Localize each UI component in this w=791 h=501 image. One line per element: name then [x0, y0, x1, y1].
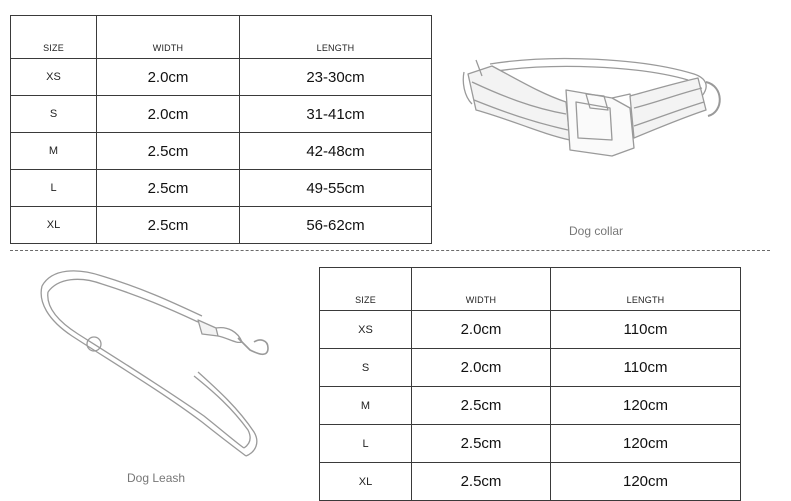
collar-caption: Dog collar [569, 224, 624, 238]
width-header: WIDTH [97, 16, 240, 59]
size-cell: M [320, 387, 412, 425]
table-row [320, 387, 741, 425]
section-divider [10, 250, 770, 251]
length-cell: 120cm [551, 463, 741, 501]
length-header: LENGTH [240, 16, 432, 59]
size-cell: M [11, 133, 97, 170]
length-header: LENGTH [551, 268, 741, 311]
table-row [320, 311, 741, 349]
table-row [11, 96, 432, 133]
length-cell: 23-30cm [240, 59, 432, 96]
table-row [11, 133, 432, 170]
width-cell: 2.5cm [412, 425, 551, 463]
width-cell: 2.0cm [97, 96, 240, 133]
width-cell: 2.0cm [412, 311, 551, 349]
length-cell: 42-48cm [240, 133, 432, 170]
size-cell: L [11, 170, 97, 207]
size-cell: XL [320, 463, 412, 501]
width-header: WIDTH [412, 268, 551, 311]
width-cell: 2.5cm [97, 170, 240, 207]
size-cell: S [11, 96, 97, 133]
width-cell: 2.0cm [412, 349, 551, 387]
size-cell: XS [11, 59, 97, 96]
size-cell: XL [11, 207, 97, 244]
table-row [11, 170, 432, 207]
dog-leash-icon [32, 262, 280, 462]
width-cell: 2.5cm [412, 463, 551, 501]
size-cell: XS [320, 311, 412, 349]
width-cell: 2.0cm [97, 59, 240, 96]
table-row [11, 59, 432, 96]
width-cell: 2.5cm [97, 133, 240, 170]
length-cell: 120cm [551, 387, 741, 425]
table-header-row [320, 268, 741, 311]
dog-collar-icon [462, 52, 724, 172]
table-row [320, 349, 741, 387]
table-row [320, 463, 741, 501]
size-cell: S [320, 349, 412, 387]
length-cell: 56-62cm [240, 207, 432, 244]
size-header: SIZE [320, 268, 412, 311]
width-cell: 2.5cm [412, 387, 551, 425]
length-cell: 120cm [551, 425, 741, 463]
length-cell: 49-55cm [240, 170, 432, 207]
leash-caption: Dog Leash [127, 471, 186, 485]
table-header-row [11, 16, 432, 59]
leash-size-table [319, 267, 741, 501]
table-row [320, 425, 741, 463]
collar-size-table [10, 15, 432, 244]
length-cell: 110cm [551, 311, 741, 349]
size-header: SIZE [11, 16, 97, 59]
length-cell: 110cm [551, 349, 741, 387]
width-cell: 2.5cm [97, 207, 240, 244]
size-cell: L [320, 425, 412, 463]
table-row [11, 207, 432, 244]
length-cell: 31-41cm [240, 96, 432, 133]
